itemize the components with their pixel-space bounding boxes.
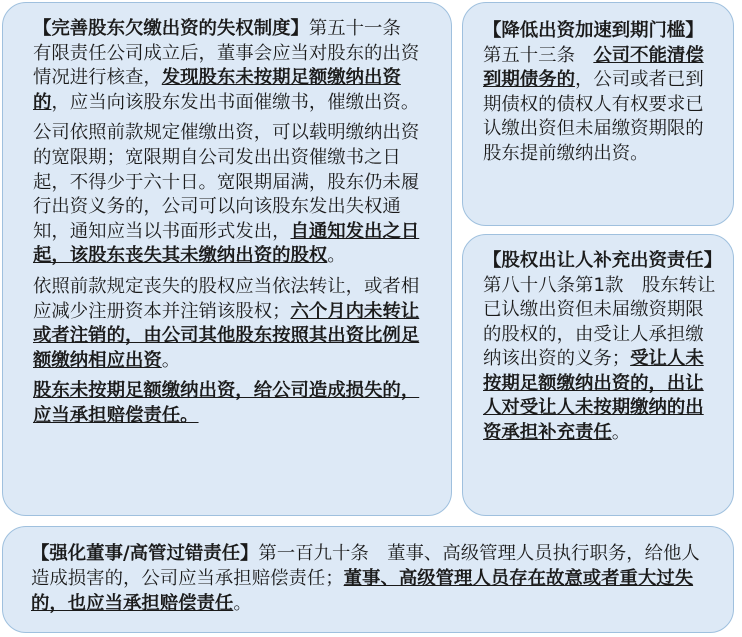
text: 第一百九十条 董事、高级管理人员执行职务，给他人造成损害的，公司应当承担赔偿责任； (31, 543, 700, 589)
text: 。 (327, 245, 346, 267)
text: 。 (161, 349, 181, 371)
text: 。 (233, 593, 252, 614)
text: 。 (611, 421, 631, 443)
card-title: 【降低出资加速到期门槛】 (483, 20, 704, 41)
emphasis-text: 董事、高级管理人员存在故意或者重大过失的，也应当承担赔偿责任 (31, 568, 694, 614)
paragraph-1 (33, 17, 435, 115)
text: ，公司或者已到期债权的债权人有权要求已认缴出资但未届缴资期限的股东提前缴纳出资。 (483, 69, 704, 164)
paragraph (483, 19, 721, 166)
paragraph (483, 249, 721, 445)
emphasis-text: 受让人未按期足额缴纳出资的，出让人对受让人未按期缴纳的出资承担补充责任 (483, 348, 704, 443)
text: ，应当向该股东发出书面催缴书，催缴出资。 (51, 91, 420, 113)
emphasis-text: 发现股东未按期足额缴纳出资的 (33, 67, 401, 113)
card-shareholder-forfeiture (2, 2, 452, 516)
paragraph-3 (33, 275, 435, 373)
text: 依照前款规定丧失的股权应当依法转让，或者相应减少注册资本并注销该股权； (33, 275, 420, 322)
text: 第五十三条 (483, 44, 594, 66)
paragraph-2 (33, 121, 435, 269)
paragraph (31, 541, 717, 616)
card-transferor-liability (462, 234, 734, 516)
card-accelerated-contribution (462, 2, 734, 226)
emphasis-text: 六个月内未转让或者注销的，由公司其他股东按照其出资比例足额缴纳相应出资 (33, 300, 420, 371)
text: 公司依照前款规定催缴出资，可以载明缴纳出资的宽限期；宽限期自公司发出出资催缴书之日起，不得少于六十日。宽限期届满，股东仍未履行出资义务的，公司可以向该股东发出失权通知，通知应当以书面形式发出， (33, 122, 420, 242)
card-title: 【强化董事/高管过错责任】 (31, 543, 259, 564)
card-title: 【股权出让人补充出资责任】 (483, 250, 723, 271)
text: 第五十一条 有限责任公司成立后，董事会应当对股东的出资情况进行核查， (33, 18, 420, 89)
text: 第八十八条第1款 股东转让已认缴出资但未届缴资期限的股权的，由受让人承担缴纳该出资的义务； (483, 274, 716, 369)
card-director-liability (2, 526, 734, 633)
emphasis-text: 股东未按期足额缴纳出资，给公司造成损失的，应当承担赔偿责任。 (33, 380, 420, 426)
emphasis-text: 自通知发出之日起，该股东丧失其未缴纳出资的股权 (33, 220, 420, 267)
paragraph-4 (33, 379, 435, 428)
emphasis-text: 公司不能清偿到期债务的 (483, 44, 704, 90)
card-title: 【完善股东欠缴出资的失权制度】 (33, 18, 309, 39)
